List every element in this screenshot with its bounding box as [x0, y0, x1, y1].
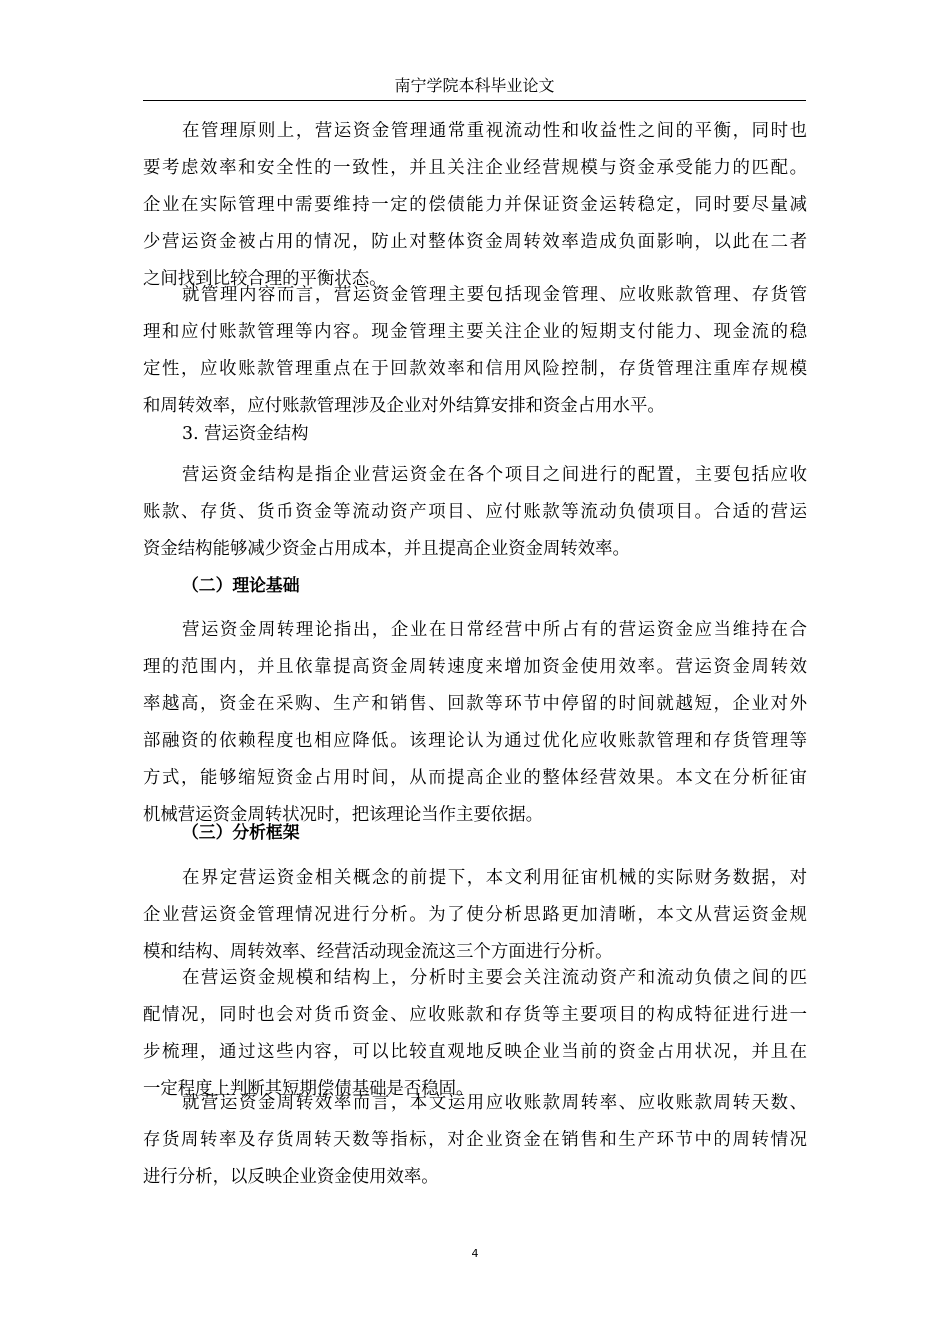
text-line: 要考虑效率和安全性的一致性，并且关注企业经营规模与资金承受能力的匹配。 — [143, 158, 807, 178]
text-line: 模和结构、周转效率、经营活动现金流这三个方面进行分析。 — [143, 942, 613, 962]
text-line: 企业在实际管理中需要维持一定的偿债能力并保证资金运转稳定，同时要尽量减 — [143, 195, 807, 215]
text-line: 存货周转率及存货周转天数等指标，对企业资金在销售和生产环节中的周转情况 — [143, 1130, 807, 1150]
text-line: 在界定营运资金相关概念的前提下，本文利用征宙机械的实际财务数据，对 — [182, 868, 807, 888]
text-line: 部融资的依赖程度也相应降低。该理论认为通过优化应收账款管理和存货管理等 — [143, 731, 807, 751]
text-line: 之间找到比较合理的平衡状态。 — [143, 269, 387, 289]
paragraph-management-content — [143, 277, 807, 425]
section-heading-working-capital-structure — [143, 416, 807, 453]
text-line: 定性，应收账款管理重点在于回款效率和信用风险控制，存货管理注重库存规模 — [143, 359, 807, 379]
text-line: 理的范围内，并且依靠提高资金周转速度来增加资金使用效率。营运资金周转效 — [143, 657, 807, 677]
heading-text: （三）分析框架 — [182, 822, 300, 842]
text-line: 配情况，同时也会对货币资金、应收账款和存货等主要项目的构成特征进行进一 — [143, 1005, 807, 1025]
text-line: 企业营运资金管理情况进行分析。为了使分析思路更加清晰，本文从营运资金规 — [143, 905, 807, 925]
section-heading-theory-basis — [143, 567, 807, 604]
text-line: 少营运资金被占用的情况，防止对整体资金周转效率造成负面影响，以此在二者 — [143, 232, 807, 252]
text-line: 就管理内容而言，营运资金管理主要包括现金管理、应收账款管理、存货管 — [182, 285, 807, 305]
paragraph-management-principle — [143, 113, 807, 298]
text-line: 就营运资金周转效率而言，本文运用应收账款周转率、应收账款周转天数、 — [182, 1093, 807, 1113]
text-line: 步梳理，通过这些内容，可以比较直观地反映企业当前的资金占用状况，并且在 — [143, 1042, 807, 1062]
text-line: 理和应付账款管理等内容。现金管理主要关注企业的短期支付能力、现金流的稳 — [143, 322, 807, 342]
text-line: 营运资金周转理论指出，企业在日常经营中所占有的营运资金应当维持在合 — [182, 620, 807, 640]
text-line: 账款、存货、货币资金等流动资产项目、应付账款等流动负债项目。合适的营运 — [143, 502, 807, 522]
text-line: 率越高，资金在采购、生产和销售、回款等环节中停留的时间就越短，企业对外 — [143, 694, 807, 714]
text-line: 和周转效率，应付账款管理涉及企业对外结算安排和资金占用水平。 — [143, 396, 665, 416]
section-heading-analysis-framework — [143, 814, 807, 851]
text-line: 机械营运资金周转状况时，把该理论当作主要依据。 — [143, 805, 543, 825]
heading-text: （二）理论基础 — [182, 575, 300, 595]
text-line: 在营运资金规模和结构上，分析时主要会关注流动资产和流动负债之间的匹 — [182, 968, 807, 988]
page-header-title: 南宁学院本科毕业论文 — [394, 76, 555, 95]
paragraph-theory — [143, 612, 807, 834]
heading-text: 3. 营运资金结构 — [182, 424, 309, 444]
page-number: 4 — [471, 1247, 479, 1260]
text-line: 方式，能够缩短资金占用时间，从而提高企业的整体经营效果。本文在分析征宙 — [143, 768, 807, 788]
paragraph-turnover-efficiency — [143, 1085, 807, 1196]
text-line: 营运资金结构是指企业营运资金在各个项目之间进行的配置，主要包括应收 — [182, 465, 807, 485]
text-line: 资金结构能够减少资金占用成本，并且提高企业资金周转效率。 — [143, 539, 630, 559]
paragraph-framework — [143, 860, 807, 971]
text-line: 在管理原则上，营运资金管理通常重视流动性和收益性之间的平衡，同时也 — [182, 121, 807, 141]
paragraph-capital-structure — [143, 457, 807, 568]
header-divider — [143, 100, 806, 101]
text-line: 进行分析，以反映企业资金使用效率。 — [143, 1167, 439, 1187]
text-line: 一定程度上判断其短期偿债基础是否稳固。 — [143, 1079, 474, 1099]
